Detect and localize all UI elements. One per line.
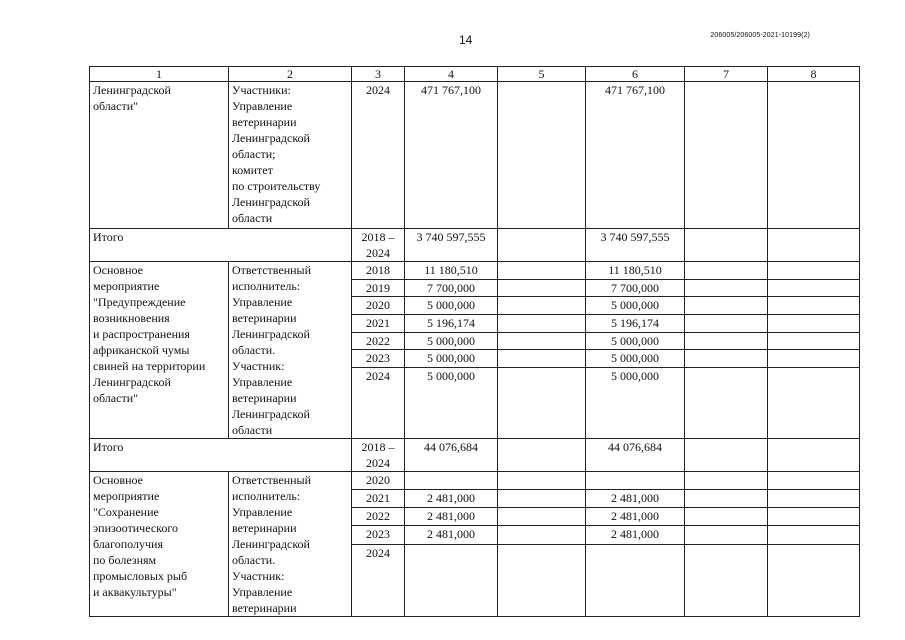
year-cell: 2021 [352, 490, 405, 508]
participants-line: по строительству [232, 179, 321, 193]
participants-line: Управление [232, 585, 293, 599]
regional-amount-cell: 2 481,000 [586, 508, 685, 526]
empty-cell [498, 262, 586, 280]
year-cell: 2022 [352, 332, 405, 350]
total-amount-cell: 471 767,100 [405, 82, 498, 229]
total-amount-cell: 2 481,000 [405, 526, 498, 544]
participants-line: Управление [232, 99, 293, 113]
year-range-cell [352, 229, 405, 262]
measure-cell [90, 472, 229, 617]
year-cell: 2024 [352, 82, 405, 229]
measure-line: возникновения [93, 311, 170, 325]
empty-cell [685, 439, 768, 472]
column-header: 3 [352, 67, 405, 82]
participants-line: Участник: [232, 569, 285, 583]
empty-cell [768, 544, 860, 617]
empty-cell [498, 350, 586, 368]
column-header: 5 [498, 67, 586, 82]
participants-line: Ленинградской [232, 327, 310, 341]
total-amount-cell: 7 700,000 [405, 279, 498, 297]
participants-line: Участники: [232, 83, 291, 97]
document-id: 206005/206005-2021-10199(2) [710, 32, 810, 39]
column-header: 4 [405, 67, 498, 82]
empty-cell [685, 297, 768, 315]
empty-cell [768, 526, 860, 544]
column-header: 7 [685, 67, 768, 82]
empty-cell [685, 350, 768, 368]
measure-cell [90, 82, 229, 229]
participants-line: Ответственный [232, 473, 312, 487]
participants-line: Ответственный [232, 263, 312, 277]
empty-cell [685, 332, 768, 350]
measure-line: по болезням [93, 553, 157, 567]
empty-cell [498, 332, 586, 350]
measure-line: "Предупреждение [93, 295, 186, 309]
participants-line: Управление [232, 375, 293, 389]
empty-cell [685, 490, 768, 508]
measure-line: эпизоотического [93, 521, 179, 535]
regional-amount-cell: 5 000,000 [586, 350, 685, 368]
empty-cell [768, 229, 860, 262]
year-range-line: 2024 [366, 246, 390, 260]
total-row [90, 229, 860, 262]
measure-line: области" [93, 391, 139, 405]
empty-cell [768, 262, 860, 280]
year-cell: 2023 [352, 526, 405, 544]
participants-line: области. [232, 343, 276, 357]
total-amount-cell [405, 544, 498, 617]
empty-cell [768, 332, 860, 350]
regional-amount-cell: 7 700,000 [586, 279, 685, 297]
empty-cell [685, 229, 768, 262]
empty-cell [685, 368, 768, 439]
regional-amount-cell: 5 000,000 [586, 368, 685, 439]
year-cell: 2024 [352, 368, 405, 439]
participants-line: Управление [232, 295, 293, 309]
empty-cell [685, 262, 768, 280]
year-cell: 2020 [352, 297, 405, 315]
empty-cell [498, 229, 586, 262]
empty-cell [768, 439, 860, 472]
regional-amount-cell: 3 740 597,555 [586, 229, 685, 262]
year-cell: 2019 [352, 279, 405, 297]
total-amount-cell: 5 000,000 [405, 332, 498, 350]
measure-line: промысловых рыб [93, 569, 188, 583]
total-amount-cell: 5 000,000 [405, 297, 498, 315]
column-header: 8 [768, 67, 860, 82]
empty-cell [768, 279, 860, 297]
measure-line: области" [93, 99, 139, 113]
year-cell: 2024 [352, 544, 405, 617]
empty-cell [685, 472, 768, 490]
empty-cell [498, 472, 586, 490]
empty-cell [685, 82, 768, 229]
participants-line: ветеринарии [232, 115, 297, 129]
total-amount-cell: 11 180,510 [405, 262, 498, 280]
regional-amount-cell [586, 472, 685, 490]
empty-cell [768, 82, 860, 229]
measure-line: и распространения [93, 327, 190, 341]
year-cell: 2020 [352, 472, 405, 490]
table-row [90, 262, 860, 280]
year-range-line: 2024 [366, 456, 390, 470]
participants-line: области [232, 211, 273, 225]
total-label: Итого [90, 439, 352, 472]
empty-cell [498, 297, 586, 315]
empty-cell [685, 526, 768, 544]
empty-cell [768, 297, 860, 315]
empty-cell [498, 368, 586, 439]
participants-line: Участник: [232, 359, 285, 373]
regional-amount-cell: 471 767,100 [586, 82, 685, 229]
empty-cell [498, 279, 586, 297]
year-range-cell [352, 439, 405, 472]
participants-line: ветеринарии [232, 311, 297, 325]
regional-amount-cell: 11 180,510 [586, 262, 685, 280]
year-cell: 2021 [352, 315, 405, 333]
participants-line: исполнитель: [232, 279, 301, 293]
measure-line: "Сохранение [93, 505, 159, 519]
measure-line: Ленинградской [93, 375, 171, 389]
total-amount-cell: 44 076,684 [405, 439, 498, 472]
column-header: 6 [586, 67, 685, 82]
table-row [90, 472, 860, 490]
regional-amount-cell: 44 076,684 [586, 439, 685, 472]
measure-line: Основное [93, 473, 143, 487]
total-row [90, 439, 860, 472]
measure-line: Основное [93, 263, 143, 277]
total-amount-cell: 2 481,000 [405, 490, 498, 508]
page-number: 14 [459, 33, 473, 47]
participants-line: Ленинградской [232, 131, 310, 145]
empty-cell [498, 82, 586, 229]
total-amount-cell: 2 481,000 [405, 508, 498, 526]
measure-line: Ленинградской [93, 83, 171, 97]
participants-cell [229, 82, 352, 229]
participants-line: Ленинградской [232, 537, 310, 551]
measure-line: свиней на территории [93, 359, 206, 373]
participants-line: ветеринарии [232, 601, 297, 615]
empty-cell [685, 544, 768, 617]
empty-cell [498, 544, 586, 617]
empty-cell [498, 439, 586, 472]
empty-cell [768, 472, 860, 490]
empty-cell [498, 490, 586, 508]
participants-line: области; [232, 147, 276, 161]
participants-cell [229, 262, 352, 439]
year-range-line: 2018 – [361, 440, 395, 454]
year-cell: 2023 [352, 350, 405, 368]
participants-line: комитет [232, 163, 273, 177]
regional-amount-cell: 5 000,000 [586, 297, 685, 315]
regional-amount-cell: 2 481,000 [586, 490, 685, 508]
total-amount-cell: 3 740 597,555 [405, 229, 498, 262]
regional-amount-cell: 5 196,174 [586, 315, 685, 333]
empty-cell [685, 315, 768, 333]
participants-line: Ленинградской [232, 195, 310, 209]
regional-amount-cell [586, 544, 685, 617]
total-amount-cell: 5 196,174 [405, 315, 498, 333]
empty-cell [768, 368, 860, 439]
participants-line: исполнитель: [232, 489, 301, 503]
year-range-line: 2018 – [361, 230, 395, 244]
participants-line: Управление [232, 505, 293, 519]
total-amount-cell: 5 000,000 [405, 350, 498, 368]
total-amount-cell [405, 472, 498, 490]
empty-cell [498, 526, 586, 544]
table-row [90, 82, 860, 229]
measure-cell [90, 262, 229, 439]
column-header: 2 [229, 67, 352, 82]
year-cell: 2018 [352, 262, 405, 280]
total-amount-cell: 5 000,000 [405, 368, 498, 439]
empty-cell [498, 315, 586, 333]
empty-cell [685, 279, 768, 297]
year-cell: 2022 [352, 508, 405, 526]
measure-line: мероприятие [93, 489, 160, 503]
measure-line: и аквакультуры" [93, 585, 177, 599]
measure-line: благополучия [93, 537, 163, 551]
column-header-row [90, 67, 860, 82]
participants-line: ветеринарии [232, 391, 297, 405]
empty-cell [685, 508, 768, 526]
empty-cell [498, 508, 586, 526]
empty-cell [768, 508, 860, 526]
empty-cell [768, 350, 860, 368]
regional-amount-cell: 5 000,000 [586, 332, 685, 350]
participants-line: области. [232, 553, 276, 567]
participants-line: Ленинградской [232, 407, 310, 421]
participants-line: ветеринарии [232, 521, 297, 535]
total-label: Итого [90, 229, 352, 262]
column-header: 1 [90, 67, 229, 82]
participants-line: области [232, 423, 273, 437]
measure-line: мероприятие [93, 279, 160, 293]
measure-line: африканской чумы [93, 343, 190, 357]
regional-amount-cell: 2 481,000 [586, 526, 685, 544]
budget-table [89, 66, 860, 617]
empty-cell [768, 315, 860, 333]
empty-cell [768, 490, 860, 508]
participants-cell [229, 472, 352, 617]
